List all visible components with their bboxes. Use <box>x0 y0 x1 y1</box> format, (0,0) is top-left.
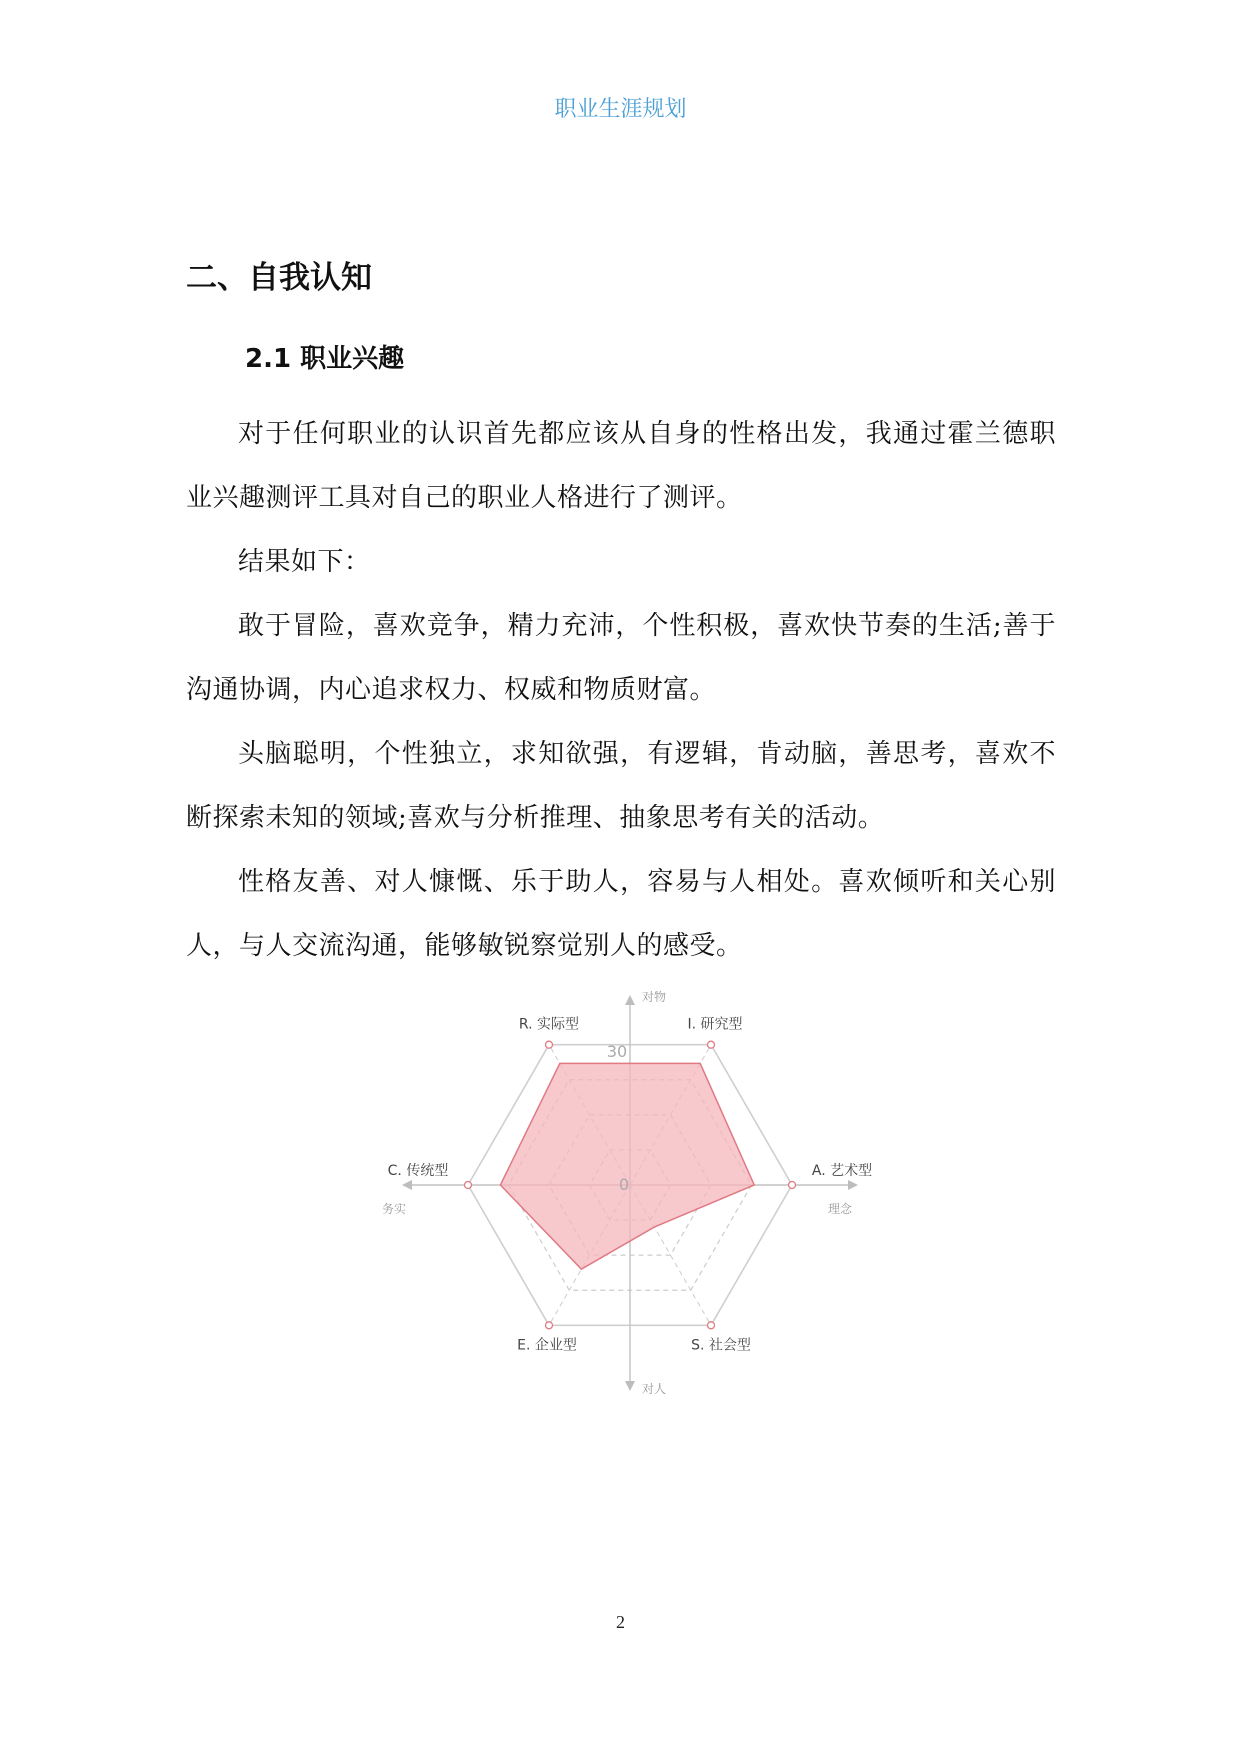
body-text <box>186 402 1056 978</box>
radar-labels <box>382 989 872 1396</box>
page-header: 职业生涯规划 <box>554 97 687 122</box>
paragraph-result-label: 结果如下： <box>238 547 371 577</box>
arrow-down-icon <box>625 1381 635 1391</box>
vertex-marker-1 <box>546 1041 553 1048</box>
radar-data-area <box>500 1063 754 1269</box>
paragraph-enterprising: 敢于冒险，喜欢竞争，精力充沛，个性积极，喜欢快节奏的生活;善于沟通协调，内心追求权力、权威和物质财富。 <box>186 611 1056 705</box>
scale-label-min: 0 <box>618 1175 630 1194</box>
vertex-marker-5 <box>546 1322 553 1329</box>
category-label-2: I. 研究型 <box>687 1016 743 1033</box>
radar-svg <box>370 985 890 1445</box>
category-label-3: A. 艺术型 <box>811 1163 873 1179</box>
vertex-marker-6 <box>465 1182 472 1189</box>
category-label-5: E. 企业型 <box>517 1337 577 1354</box>
category-label-1: R. 实际型 <box>518 1016 580 1033</box>
vertex-marker-2 <box>708 1041 715 1048</box>
paragraph-social: 性格友善、对人慷慨、乐于助人，容易与人相处。喜欢倾听和关心别人，与人交流沟通，能够敏锐察觉别人的感受。 <box>186 867 1056 961</box>
scale-label-max: 30 <box>606 1042 628 1061</box>
page-number: 2 <box>616 1612 625 1632</box>
arrow-left-icon <box>402 1180 412 1190</box>
subsection-title: 2.1 职业兴趣 <box>245 344 405 374</box>
axis-label-left: 务实 <box>382 1202 407 1216</box>
paragraph-investigative: 头脑聪明，个性独立，求知欲强，有逻辑，肯动脑，善思考，喜欢不断探索未知的领域;喜欢与分析推理、抽象思考有关的活动。 <box>186 739 1056 833</box>
axis-label-bottom: 对人 <box>642 1382 667 1396</box>
paragraph-intro: 对于任何职业的认识首先都应该从自身的性格出发，我通过霍兰德职业兴趣测评工具对自己的职业人格进行了测评。 <box>186 419 1056 513</box>
category-label-4: S. 社会型 <box>691 1337 751 1354</box>
axis-label-top: 对物 <box>642 990 667 1004</box>
arrow-up-icon <box>625 995 635 1005</box>
category-label-6: C. 传统型 <box>387 1163 449 1179</box>
axis-label-right: 理念 <box>827 1202 853 1216</box>
holland-radar-chart <box>370 985 890 1445</box>
arrow-right-icon <box>848 1180 858 1190</box>
vertex-marker-3 <box>789 1182 796 1189</box>
vertex-marker-4 <box>708 1322 715 1329</box>
section-title: 二、自我认知 <box>186 260 372 296</box>
